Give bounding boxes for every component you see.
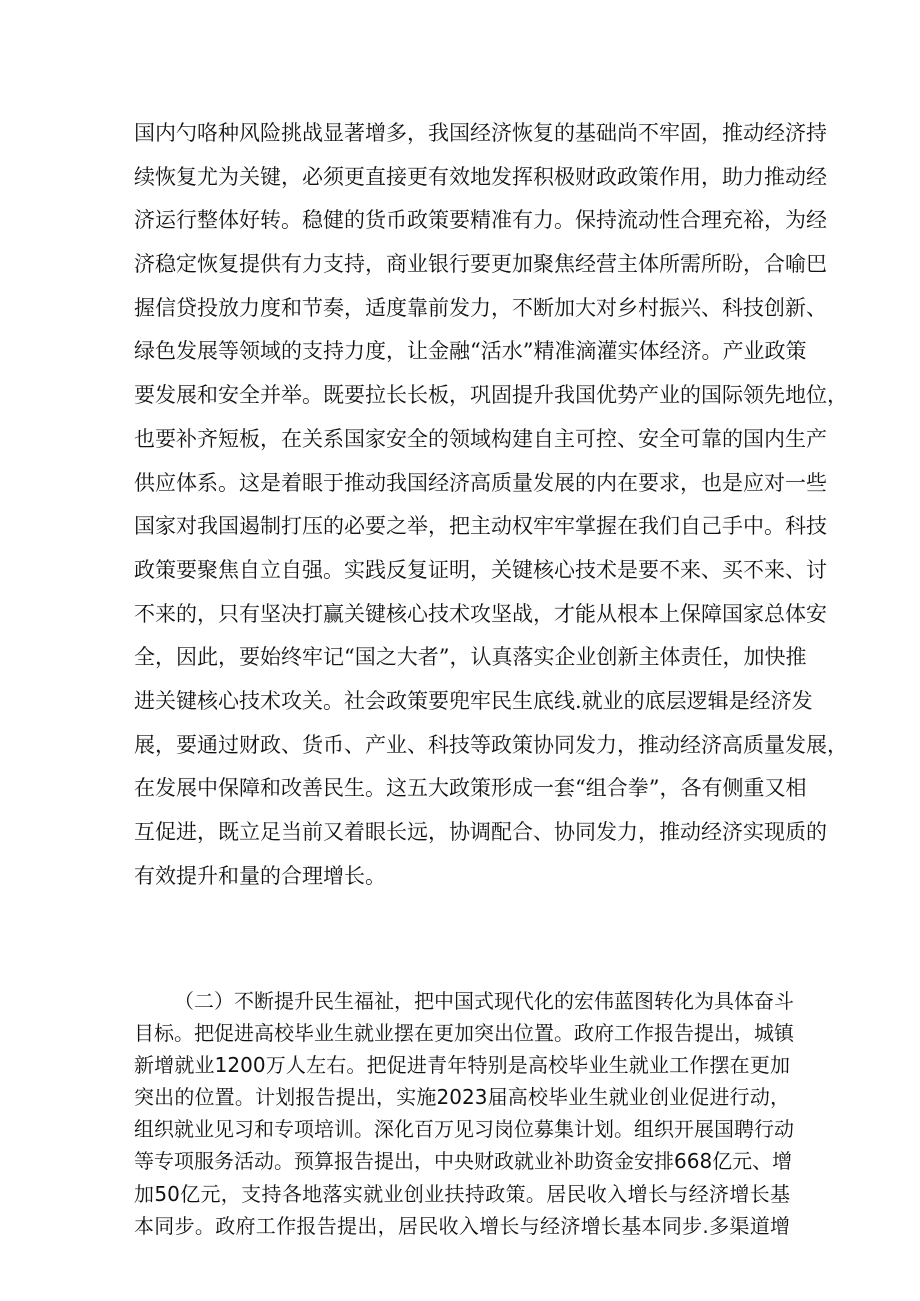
text-line: 供应体系。这是着眼于推动我国经济高质量发展的内在要求，也是应对一些 — [134, 470, 827, 495]
text-line: 进关键核心技术攻关。社会政策要兜牢民生底线.就业的底层逻辑是经济发 — [134, 688, 813, 713]
text-line: 绿色发展等领域的支持力度，让金融“活水”精准滴灌实体经济。产业政策 — [134, 339, 807, 364]
text-line: 全，因此，要始终牢记“国之大者”，认真落实企业创新主体责任，加快推 — [134, 645, 807, 670]
text-line: 济稳定恢复提供有力支持，商业银行要更加聚焦经营主体所需所盼，合喻巴 — [134, 252, 827, 277]
text-line: 互促进，既立足当前又着眼长远，协调配合、协同发力，推动经济实现质的 — [134, 820, 827, 844]
text-line: 等专项服务活动。预算报告提出，中央财政就业补助资金安排668亿元、增 — [134, 1149, 793, 1174]
paragraph-livelihood-welfare — [134, 985, 794, 1242]
text-line: 国内勺咯种风险挑战显著增多，我国经济恢复的基础尚不牢固，推动经济持 — [134, 121, 827, 145]
text-line: 续恢复尤为关键，必须更直接更有效地发挥积极财政政策作用，助力推动经 — [134, 164, 827, 189]
text-line: 突出的位置。计划报告提出，实施2023届高校毕业生就业创业促进行动， — [134, 1085, 790, 1110]
text-line: 目标。把促进高校毕业生就业摆在更加突出位置。政府工作报告提出，城镇 — [134, 1021, 794, 1046]
text-line: 济运行整体好转。稳健的货币政策要精准有力。保持流动性合理充裕，为经 — [134, 208, 827, 233]
text-line: 新增就业1200万人左右。把促进青年特别是高校毕业生就业工作摆在更加 — [134, 1053, 790, 1078]
text-line: 不来的，只有坚决打赢关键核心技术攻坚战，才能从根本上保障国家总体安 — [134, 601, 827, 626]
text-line: 在发展中保障和改善民生。这五大政策形成一套“组合拳”，各有侧重又相 — [134, 776, 807, 801]
text-line: 也要补齐短板，在关系国家安全的领域构建自主可控、安全可靠的国内生产 — [134, 426, 827, 451]
text-line: 本同步。政府工作报告提出，居民收入增长与经济增长基本同步.多渠道增 — [134, 1213, 790, 1238]
text-line: 握信贷投放力度和节奏，适度靠前发力，不断加大对乡村振兴、科技创新、 — [134, 295, 827, 320]
paragraph-policy-coordination — [134, 112, 848, 898]
text-line: （二）不断提升民生福祉，把中国式现代化的宏伟蓝图转化为具体奋斗 — [174, 989, 794, 1013]
text-line: 组织就业见习和专项培训。深化百万见习岗位募集计划。组织开展国聘行动 — [134, 1117, 794, 1142]
text-line: 国家对我国遏制打压的必要之举，把主动权牢牢掌握在我们自己手中。科技 — [134, 514, 827, 539]
text-line: 政策要聚焦自立自强。实践反复证明，关键核心技术是要不来、买不来、讨 — [134, 557, 827, 582]
text-line: 有效提升和量的合理增长。 — [134, 863, 386, 888]
text-line: 加50亿元，支持各地落实就业创业扶持政策。居民收入增长与经济增长基 — [134, 1181, 790, 1206]
text-line: 要发展和安全并举。既要拉长长板，巩固提升我国优势产业的国际领先地位， — [134, 383, 848, 408]
text-line: 展，要通过财政、货币、产业、科技等政策协同发力，推动经济高质量发展， — [134, 732, 848, 757]
